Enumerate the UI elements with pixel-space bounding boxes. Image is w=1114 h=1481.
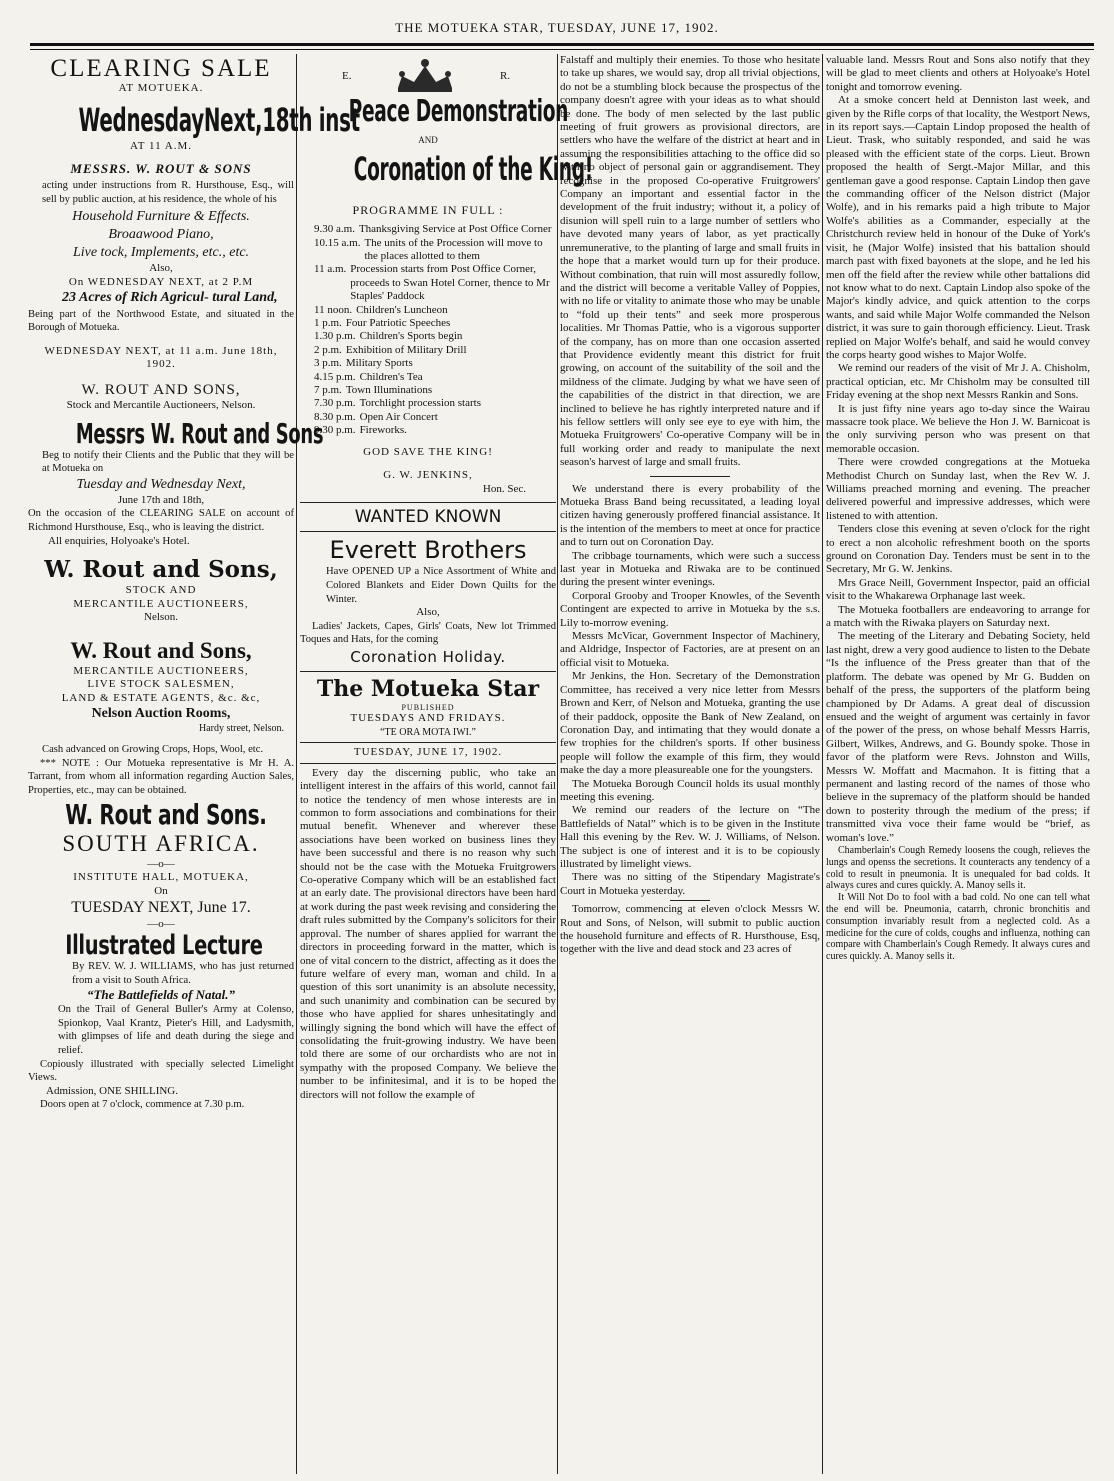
tues-fri: TUESDAYS AND FRIDAYS. xyxy=(350,712,506,725)
programme-time: 2 p.m. xyxy=(314,343,342,356)
south-africa: SOUTH AFRICA. xyxy=(62,830,260,856)
masthead xyxy=(0,0,1114,44)
programme-desc: Children's Tea xyxy=(359,370,423,383)
ad-cough-remedy: Chamberlain's Cough Remedy loosens the cough, relieves the lungs and openss the secretions. It counteracts any tendency of a cold to result in pneumonia. It is unequaled for bad colds. It always cures and cures quickly. A. Manoy sells it. xyxy=(826,844,1090,892)
hon-sec: Hon. Sec. xyxy=(482,482,526,495)
programme-time: 7 p.m. xyxy=(314,384,342,397)
programme-item xyxy=(314,384,552,397)
programme-item xyxy=(314,263,552,303)
programme-time: 11 a.m. xyxy=(314,263,347,276)
programme-desc: Children's Sports begin xyxy=(359,330,463,343)
at-motueka: AT MOTUEKA. xyxy=(118,82,204,94)
masthead-rule-thin xyxy=(30,49,1094,50)
separator-o-2: —o— xyxy=(147,918,175,931)
para-falstaff: Falstaff and multiply their enemies. To those who hesitate to take up shares, we would say, drop all trivial objections, do not be a stumbling block because the prospectus of the company doesn't agree with your ideas as to what should be done. The body of men selected by the last public meeting of fruit growers as provisional directors, are settlers who have the welfare of the district at heart and in assuming the responsibilities attaching to the office did so with no object of personal gain or aggrandisement. They recognise in the proposed Co-operative Fruitgrowers' Company an important and essential factor in the development of the fruit industry; without it, a policy of disunion will spell ruin to a large number of settlers who have devoted many years of labor, as yet practically unremunerative, to the planting of large and small fruits in the hope that a market would turn up for their produce. Without combination, that ruin will most assuredly follow, and the district will become a veritable Valley of Poppies, with no life or vitality to animate those who may be unable to “fold up their tents” and seek more prosperous localities. Mr Thomas Pattie, who is a vigorous supporter of the company, has on more than one occasion asserted that Providence evidently meant this district for fruit growing, on account of the suitability of the soil and the mildness of the climate. Judging by what we have seen of the capabilities of the district in that direction, we are inclined to believe he has rightly interpreted nature and if his fellow settlers will only see eye to eye with him, the Motueka Fruitgrowers' Co-operative Company will be in full working order and ready to manipulate the next season's harvest of large and small fruits. xyxy=(560,54,820,469)
programme-time: 7.30 p.m. xyxy=(314,397,356,410)
programme-time: 9.30 p.m. xyxy=(314,424,356,437)
editorial-text: Every day the discerning public, who take an intelligent interest in the affairs of this world, cannot fail to notice the tendency of men whose interests are in common to form associations and combinations for their mutual benefit. Whenever and wherever these associations have been worked on business lines they have been successful and there is no reason why such should not be the case with the Motueka Fruitgrowers Co-operative Company which will be an established fact at an early date. The provisional directors have been hard at work during the past week revising and considering the draft rules submitted by the Company's solicitors for their approval. The number of shares applied for warrant the directors in proceeding forward in the matter, which is one of vital concern to the district, affecting as it does the future welfare of every man, woman and child. In a question of this sort unanimity is an absolute necessity, and such unanimity and combination can be secured by those who have applied for shares unhesitatingly and willingly signing the bond which will have the effect of consolidating the fruit-growing industry. We have been told there are some of our orchardists who are not in sympathy with the proposed Company. We believe the number to be infinitesimal, and it is to be hoped the directors will not follow the example of xyxy=(300,766,556,1101)
programme-item xyxy=(314,317,552,330)
admission: Admission, ONE SHILLING. xyxy=(46,1084,178,1097)
at-11am: AT 11 A.M. xyxy=(130,139,192,152)
merc-auct-2: MERCANTILE AUCTIONEERS, xyxy=(73,664,249,677)
programme-desc: Torchlight procession starts xyxy=(359,397,481,410)
land-estate: LAND & ESTATE AGENTS, &c. &c, xyxy=(61,692,261,705)
para-brass-band: We understand there is every probability of the Motueka Brass Band being recussitated, a leading loyal citizen having generously proffered financial assistance. It is the intention of the members to meet at once for practice and to turn out on Coronation Day. xyxy=(560,482,820,549)
also-text: Also, xyxy=(149,262,173,275)
r-letter: R. xyxy=(500,70,511,82)
divider xyxy=(300,763,556,764)
para-footballers: The Motueka footballers are endeavoring to arrange for a match with the Riwaka players on Saturday next. xyxy=(826,603,1090,630)
programme-item xyxy=(314,344,552,357)
acres-line: 23 Acres of Rich Agricul- tural Land, xyxy=(62,289,278,305)
issue-date: TUESDAY, JUNE 17, 1902. xyxy=(353,746,503,759)
programme-item xyxy=(314,237,552,264)
stock-mercantile: Stock and Mercantile Auctioneers, Nelson. xyxy=(66,398,256,411)
programme-desc: Exhibition of Military Drill xyxy=(345,343,467,356)
programme-item xyxy=(314,223,552,236)
livestock-salesmen: LIVE STOCK SALESMEN, xyxy=(87,678,235,691)
programme-time: 1 p.m. xyxy=(314,317,342,330)
jenkins: G. W. JENKINS, xyxy=(383,469,473,482)
coronation-heading: Coronation of the King! xyxy=(353,149,593,188)
column-divider xyxy=(296,54,297,1474)
programme-desc: Thanksgiving Service at Post Office Corner xyxy=(358,223,552,236)
also-2: Also, xyxy=(416,606,440,619)
june-dates: June 17th and 18th, xyxy=(117,493,205,506)
hardy-street: Hardy street, Nelson. xyxy=(199,722,284,734)
para-court: There was no sitting of the Stipendary Magistrate's Court in Motueka yesterday. xyxy=(560,871,820,897)
published: PUBLISHED xyxy=(401,703,455,713)
para-council: The Motueka Borough Council holds its usual monthly meeting this evening. xyxy=(560,777,820,803)
doors-open: Doors open at 7 o'clock, commence at 7.30 p.m. xyxy=(40,1099,245,1111)
illustrated-lecture: Illustrated Lecture xyxy=(65,930,263,961)
column-divider xyxy=(822,54,823,1474)
star-title: The Motueka Star xyxy=(316,676,540,703)
peace-demonstration: Peace Demonstration xyxy=(348,94,569,129)
and-text: AND xyxy=(418,135,438,145)
stock-and: STOCK AND xyxy=(125,584,197,597)
programme-desc: Four Patriotic Speeches xyxy=(345,317,451,330)
programme-item xyxy=(314,397,552,410)
institute-hall: INSTITUTE HALL, MOTUEKA, xyxy=(73,871,249,884)
crown-icon xyxy=(390,56,460,94)
wednesday-next-date: WEDNESDAY NEXT, at 11 a.m. June 18th, 1902. xyxy=(44,344,278,371)
divider xyxy=(300,671,556,672)
divider xyxy=(300,502,556,503)
nelson-text: Nelson. xyxy=(144,611,178,624)
para-mcvicar: Messrs McVicar, Government Inspector of Machinery, and Aldridge, Inspector of Factories, are at present on an official visit to Motueka. xyxy=(560,630,820,669)
para-smoke-concert: At a smoke concert held at Denniston last week, and given by the Rifle corps of that locality, the Westport News, in its report says.—Captain Lindop proposed the health of Lieut. Trask, who suitably responded, and said he was pleased with the efficient state of the corps. Lieut. Brown proposed the health of Sergt.-Major Millar, and this gentleman gave a good response. Captain Lindop then gave the commanding officer of the Nelson district (Major Wolfe), and in his remarks paid a high tribute to Major Wolfe's abilities as a Commander, especially at the Christchurch review held in honour of the Duke of York's visit, he (Major Wolfe) insisted that his battalion should march past with fixed bayonets at the slope, and he led his men off the field after the review while other battalions did not know what to do next. Captain Lindop also spoke of the Major's kindly advice, and quick attention to the corps wants, and said while Major Wolfe commanded the Nelson district, it was sure to gain thorough efficiency. Lieut. Trask replied on Major Wolfe's behalf, and said he would convey the corps hearty good wishes to Major Wolfe. xyxy=(826,94,1090,361)
being-part: Being part of the Northwood Estate, and situated in the Borough of Motueka. xyxy=(28,308,294,334)
programme-desc: Children's Luncheon xyxy=(356,303,448,316)
masthead-rule xyxy=(30,43,1094,46)
god-save: GOD SAVE THE KING! xyxy=(363,445,493,458)
column-2 xyxy=(300,54,593,1474)
programme-desc: Fireworks. xyxy=(359,424,407,437)
programme-item xyxy=(314,424,552,437)
ornate-rout-sons: W. Rout and Sons, xyxy=(44,556,278,584)
tuesday-next: TUESDAY NEXT, June 17. xyxy=(71,899,251,917)
programme-time: 4.15 p.m. xyxy=(314,370,356,383)
occasion-text: On the occasion of the CLEARING SALE on account of Richmond Hursthouse, Esq., who is leaving the district. xyxy=(28,508,294,533)
masthead-title: THE MOTUEKA STAR, TUESDAY, JUNE 17, 1902. xyxy=(395,20,719,35)
para-methodist: There were crowded congregations at the Motueka Methodist Church on Sunday last, when the Rev W. J. Williams preached morning and evening. The preacher delivered powerful and impressive addresses, which were listened to with attention. xyxy=(826,456,1090,522)
para-tenders: Tenders close this evening at seven o'clock for the right to erect a non alcoholic refreshment booth on the sports ground on Coronation Day. Tenders must be sent in to the Secretary, Mr G. W. Jenkins. xyxy=(826,523,1090,576)
by-rev: By REV. W. J. WILLIAMS, who has just returned from a visit to South Africa. xyxy=(72,961,294,986)
programme-desc: Military Sports xyxy=(345,357,413,370)
ad-bad-cold: It Will Not Do to fool with a bad cold. No one can tell what the end will be. Pneumonia, catarrh, chronic bronchitis and consumption invariably result from a neglected cold. As a medicine for the cure of colds, coughs and influenza, nothing can compare with Chamberlain's Cough Remedy. It always cures and cures quickly. A. Manoy sells it. xyxy=(826,892,1090,963)
para-debating: The meeting of the Literary and Debating Society, held last night, drew a very good audience to listen to the Debate “Is the influence of the Press greater than that of the platform. The debate was opened by Mr G. Budden on behalf of the press, the supporters of the platform being championed by Dr Adams. A great deal of discussion ensued and the weight of argument was certainly in favor of the power of the press, on whose behalf Messrs Harris, Gilbert, Wilkes, Andrews, and G. Boundy spoke. Those in favor of the platform were Revs. Johnston and Wills, Messrs W. Moffatt and Macmahon. It is fitting that a permanent and lasting record of the names of those who believe in the supremacy of the platform should be handed down to posterity through the medium of the press; if transmitted viva voce their fame would be “brief, as woman's love.” xyxy=(826,630,1090,844)
programme-time: 8.30 p.m. xyxy=(314,410,356,423)
para-cribbage: The cribbage tournaments, which were such a success last year in Motueka and Riwaka are to be continued during the present winter evenings. xyxy=(560,549,820,589)
clearing-sale-heading: CLEARING SALE xyxy=(50,55,272,82)
copiously: Copiously illustrated with specially selected Limelight Views. xyxy=(28,1058,294,1084)
para-chisholm: We remind our readers of the visit of Mr J. A. Chisholm, practical optician, etc. Mr Chisholm may be consulted till Friday evening at the shop next Messrs Rankin and Sons. xyxy=(826,362,1090,402)
para-tomorrow: Tomorrow, commencing at eleven o'clock Messrs W. Rout and Sons, of Nelson, will submit to public auction the household furniture and effects of R. Hursthouse, Esq, together with the live and dead stock and 23 acres of xyxy=(560,903,820,956)
programme-list xyxy=(300,223,556,438)
separator-o: —o— xyxy=(147,857,175,870)
programme-time: 3 p.m. xyxy=(314,357,342,370)
programme-title: PROGRAMME IN FULL : xyxy=(352,202,504,217)
battlefields-title: “The Battlefields of Natal.” xyxy=(86,987,236,1003)
coronation-holiday: Coronation Holiday. xyxy=(350,648,506,667)
programme-desc: Town Illuminations xyxy=(345,384,433,397)
messrs-title: MESSRS. W. ROUT & SONS xyxy=(70,161,252,177)
column-3 xyxy=(560,54,820,1474)
rout-sons-3: W. Rout and Sons. xyxy=(65,797,267,831)
programme-desc: Procession starts from Post Office Corner, proceeds to Swan Hotel Corner, thence to Mr Staples' Paddock xyxy=(350,263,550,303)
tues-wed: Tuesday and Wednesday Next, xyxy=(76,476,246,492)
programme-time: 10.15 a.m. xyxy=(314,236,361,249)
programme-desc: Open Air Concert xyxy=(359,410,438,423)
w-rout-sons: W. ROUT AND SONS, xyxy=(81,381,241,398)
programme-item xyxy=(314,304,552,317)
acting-text: acting under instructions from R. Hursthouse, Esq., will sell by public auction, at his residence, the whole of his xyxy=(42,180,294,205)
everett-brothers: Everett Brothers xyxy=(329,536,527,565)
rout-sons-heading: W. Rout and Sons, xyxy=(70,637,252,663)
enquiries-text: All enquiries, Holyoake's Hotel. xyxy=(48,534,190,547)
column-divider xyxy=(557,54,558,1474)
livestock-line: Live tock, Implements, etc., etc. xyxy=(72,245,250,261)
programme-desc: The units of the Procession will move to the places allotted to them xyxy=(364,236,543,262)
note-text: *** NOTE : Our Motueka representative is Mr H. A. Tarrant, from whom all information regarding Auction Sales, Properties, etc., may can be obtained. xyxy=(28,757,294,797)
royal-crest-row xyxy=(300,54,556,96)
programme-time: 9.30 a.m. xyxy=(314,223,355,236)
divider xyxy=(300,742,556,743)
wanted-known: WANTED KNOWN xyxy=(354,507,502,528)
para-valuable-land: valuable land. Messrs Rout and Sons also notify that they will be glad to meet clients and others at Holyoake's Hotel tonight and tomorrow evening. xyxy=(826,54,1090,93)
para-jenkins: Mr Jenkins, the Hon. Secretary of the Demonstration Committee, has received a very nice letter from Messrs Brown and Kerr, of Nelson and Motueka, granting the use of their paddock, opposite the Bank of New Zealand, on Coronation Day, and intimating that they would donate a few trophies for the children's sports. If other business people will follow the example of this firm, they would make the day a more pleasureable one for the youngsters. xyxy=(560,670,820,777)
programme-time: 1.30 p.m. xyxy=(314,330,356,343)
programme-item xyxy=(314,371,552,384)
e-letter: E. xyxy=(342,70,352,82)
wednesday-next-heading: WednesdayNext,18th inst xyxy=(78,100,360,139)
have-opened: Have OPENED UP a Nice Assortment of White and Colored Blankets and Eider Down Quilts for the Winter. xyxy=(326,566,556,605)
divider xyxy=(300,531,556,532)
programme-item xyxy=(314,411,552,424)
divider xyxy=(650,476,730,477)
trail-text: On the Trail of General Buller's Army at Colenso, Spionkop, Vaal Krantz, Pieter's Hill, and Ladysmith, with glimpses of life and death during the siege and relief. xyxy=(58,1004,294,1056)
on-wednesday: On WEDNESDAY NEXT, at 2 P.M xyxy=(68,275,254,288)
programme-time: 11 noon. xyxy=(314,303,353,316)
para-grace-neill: Mrs Grace Neill, Government Inspector, paid an official visit to the Whakarewa Orphanage last week. xyxy=(826,576,1090,603)
programme-item xyxy=(314,330,552,343)
te-ora: “TE ORA MOTA IWI.” xyxy=(380,726,476,738)
para-wairau: It is just fifty nine years ago to-day since the Wairau massacre took place. We believe the Hon J. W. Barnicoat is the only surviving person who was present on that memorable occasion. xyxy=(826,402,1090,455)
para-lecture: We remind our readers of the lecture on “The Battlefields of Natal” which is to be given in the Institute Hall this evening by the Rev. W. J. Williams, of Nelson. The subject is one of interest and it is to be copiously illustrated by limelight views. xyxy=(560,804,820,870)
messrs-big-heading: Messrs W. Rout and Sons xyxy=(75,416,324,450)
para-corporal: Corporal Grooby and Trooper Knowles, of the Seventh Contingent are expected to arrive in Motueka by the s.s. Lily to-morrow evening. xyxy=(560,589,820,629)
cash-advanced: Cash advanced on Growing Crops, Hops, Wool, etc. xyxy=(42,744,264,756)
piano-line: Broaawood Piano, xyxy=(108,227,214,243)
mercantile-auctioneers: MERCANTILE AUCTIONEERS, xyxy=(73,597,249,610)
programme-item xyxy=(314,357,552,370)
household-line: Household Furniture & Effects. xyxy=(72,209,250,225)
on-text: On xyxy=(154,884,168,897)
divider xyxy=(670,900,710,901)
column-4 xyxy=(826,54,1090,1474)
nelson-rooms: Nelson Auction Rooms, xyxy=(91,705,231,721)
beg-notify: Beg to notify their Clients and the Public that they will be at Motueka on xyxy=(42,449,294,475)
ladies-text: Ladies' Jackets, Capes, Girls' Coats, New lot Trimmed Toques and Hats, for the coming xyxy=(300,620,556,646)
